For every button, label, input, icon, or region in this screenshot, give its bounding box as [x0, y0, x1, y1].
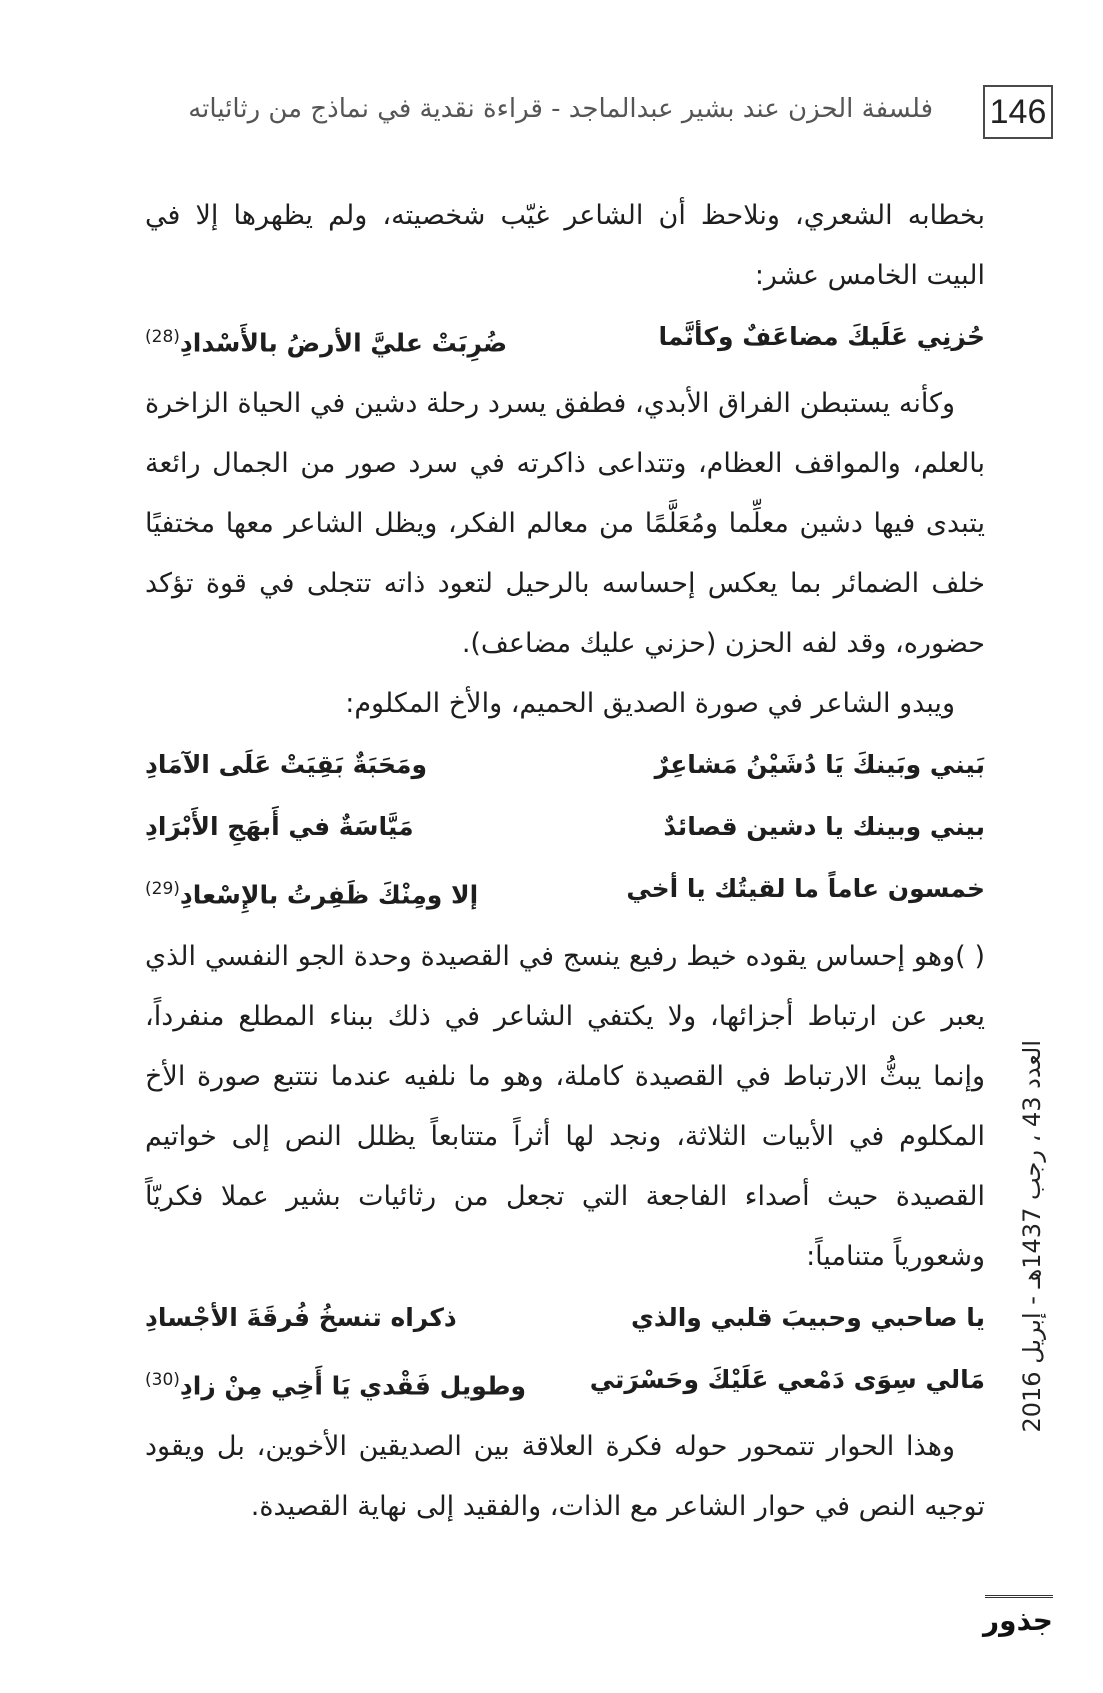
- verse-1-second-hemistich: [145, 306, 507, 374]
- footnote-ref-29[interactable]: (29): [145, 879, 180, 900]
- journal-divider: [985, 1595, 1053, 1598]
- verse-6-second-hemistich: [145, 1349, 526, 1417]
- verse-3-first-hemistich: بيني وبينك يا دشين قصائدٌ: [663, 812, 985, 842]
- footnote-ref-30[interactable]: (30): [145, 1369, 180, 1390]
- journal-logo: جذور: [983, 1604, 1053, 1637]
- verse-1-first-hemistich: حُزنِي عَلَيكَ مضاعَفٌ وكأنَّما: [658, 322, 985, 351]
- verse-2-first-hemistich: بَيني وبَينكَ يَا دُشَيْنُ مَشاعِرٌ: [654, 750, 985, 780]
- verse-4-second-text: إلا ومِنْكَ ظَفِرتُ بالإِسْعادِ: [179, 880, 479, 910]
- verse-3-second-hemistich: مَيَّاسَةٌ في أَبهَجِ الأَبْرَادِ: [145, 812, 414, 842]
- page-number-box: [983, 85, 1053, 139]
- verse-6-second-text: وطويل فَقْدي يَا أَخِي مِنْ زادِ: [179, 1370, 527, 1400]
- paragraph-3: ويبدو الشاعر في صورة الصديق الحميم، والأخ المكلوم:: [345, 688, 955, 720]
- verse-line-2: [145, 734, 985, 796]
- article-body: [145, 186, 985, 1537]
- issue-info-vertical: العدد 43 ، رجب 1437هـ - إبريل 2016: [1018, 1040, 1046, 1433]
- paragraph-4: ( )وهو إحساس يقوده خيط رفيع ينسج في القصيدة وحدة الجو النفسي الذي يعبر عن ارتباط أجزائها، ولا يكتفي الشاعر في ذلك ببناء المطلع منفرداً، وإنما يبثُّ الارتباط في القصيدة كاملة، وهو ما نلفيه عندما نتتبع صورة الأخ المكلوم في الأبيات الثلاثة، ونجد لها أثراً متتابعاً يظلل النص إلى خواتيم القصيدة حيث أصداء الفاجعة التي تجعل من رثائيات بشير عملا فكريّاً وشعورياً متنامياً:: [145, 940, 985, 1272]
- verse-4-first-hemistich: خمسون عاماً ما لقيتُك يا أخي: [626, 874, 985, 904]
- verse-line-4: [145, 858, 985, 926]
- page-number: 146: [989, 92, 1047, 131]
- verse-line-5: [145, 1287, 985, 1349]
- paragraph-5: وهذا الحوار تتمحور حوله فكرة العلاقة بين الصديقين الأخوين، بل ويقود توجيه النص في حوار الشاعر مع الذات، والفقيد إلى نهاية القصيدة.: [145, 1430, 985, 1522]
- paragraph-1: بخطابه الشعري، ونلاحظ أن الشاعر غيّب شخصيته، ولم يظهرها إلا في البيت الخامس عشر:: [145, 200, 985, 291]
- verse-line-1: [145, 306, 985, 374]
- verse-line-6: [145, 1349, 985, 1417]
- verse-5-first-hemistich: يا صاحبي وحبيبَ قلبي والذي: [630, 1302, 985, 1332]
- verse-1-second-text: ضُرِبَتْ عليَّ الأرضُ بالأَسْدادِ: [179, 328, 508, 358]
- verse-6-first-hemistich: مَالي سِوَى دَمْعي عَلَيْكَ وحَسْرَتي: [589, 1364, 985, 1394]
- paragraph-2: وكأنه يستبطن الفراق الأبدي، فطفق يسرد رحلة دشين في الحياة الزاخرة بالعلم، والمواقف العظام، وتتداعى ذاكرته في سرد صور من الجمال رائعة يتبدى فيها دشين معلِّما ومُعَلَّمًا من معالم الفكر، ويظل الشاعر معها مختفيًا خلف الضمائر بما يعكس إحساسه بالرحيل لتعود ذاته تتجلى في قوة تؤكد حضوره، وقد لفه الحزن (حزني عليك مضاعف).: [145, 388, 985, 660]
- footnote-ref-28[interactable]: (28): [145, 327, 180, 347]
- verse-4-second-hemistich: [145, 858, 478, 926]
- verse-line-3: [145, 796, 985, 858]
- verse-5-second-hemistich: ذكراه تنسخُ فُرقَةَ الأجْسادِ: [145, 1302, 457, 1332]
- verse-2-second-hemistich: ومَحَبَةٌ بَقِيَتْ عَلَى الآمَادِ: [145, 750, 428, 780]
- running-title: فلسفة الحزن عند بشير عبدالماجد - قراءة نقدية في نماذج من رثائياته: [188, 94, 933, 124]
